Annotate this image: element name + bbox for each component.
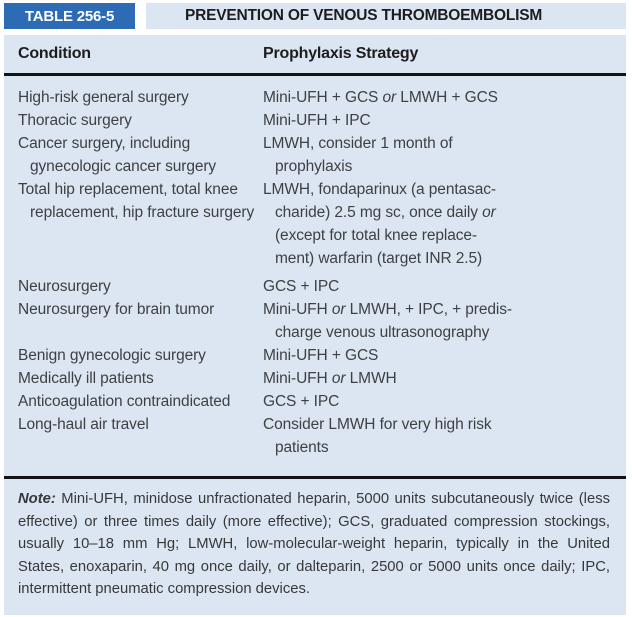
condition-cell	[4, 275, 263, 298]
text-line: Total hip replacement, total knee	[18, 181, 238, 198]
condition-cell	[4, 298, 263, 344]
condition-cell	[4, 413, 263, 459]
text-line: Benign gynecologic surgery	[18, 347, 206, 364]
text-line: Cancer surgery, including	[18, 135, 191, 152]
text-line: Anticoagulation contraindicated	[18, 393, 231, 410]
text-line: Medically ill patients	[18, 370, 154, 387]
text-line: GCS + IPC	[263, 393, 340, 410]
text-line: prophylaxis	[275, 158, 353, 175]
strategy-cell	[263, 109, 626, 132]
condition-cell	[4, 86, 263, 109]
text-line: ment) warfarin (target INR 2.5)	[275, 250, 483, 267]
strategy-cell	[263, 298, 626, 344]
text-line: Consider LMWH for very high risk	[263, 416, 492, 433]
text-line: replacement, hip fracture surgery	[30, 204, 255, 221]
strategy-cell	[263, 390, 626, 413]
column-header-strategy: Prophylaxis Strategy	[263, 45, 419, 62]
column-header-row	[4, 35, 626, 73]
text-line: charide) 2.5 mg sc, once daily or	[275, 204, 496, 221]
condition-cell	[4, 178, 263, 270]
strategy-cell	[263, 275, 626, 298]
text-line: Mini-UFH + GCS	[263, 347, 379, 364]
condition-cell	[4, 132, 263, 178]
table-row	[4, 86, 626, 109]
badge-divider	[135, 3, 146, 29]
table-row	[4, 413, 626, 459]
condition-cell	[4, 390, 263, 413]
text-line: Neurosurgery	[18, 278, 111, 295]
text-line: LMWH, fondaparinux (a pentasac-	[263, 181, 496, 198]
condition-cell	[4, 344, 263, 367]
text-line: patients	[275, 439, 329, 456]
text-line: Mini-UFH + IPC	[263, 112, 371, 129]
table-row	[4, 367, 626, 390]
strategy-cell	[263, 132, 626, 178]
table-row	[4, 132, 626, 178]
strategy-cell	[263, 178, 626, 270]
table-note	[4, 479, 626, 615]
table-row	[4, 390, 626, 413]
strategy-cell	[263, 86, 626, 109]
text-line: LMWH, consider 1 month of	[263, 135, 453, 152]
table-row	[4, 344, 626, 367]
text-line: Neurosurgery for brain tumor	[18, 301, 215, 318]
note-text: Mini-UFH, minidose unfractionated heparin, 5000 units subcutaneously twice (less effective) or three times daily (more effective); GCS, graduated compression stockings, usually 10–18 mm Hg; LMWH, low-molecular-weight heparin, typically in the United States, enoxaparin, 40 mg once daily, or dalteparin, 2500 or 5000 units once daily; IPC, intermittent pneumatic compression devices.	[18, 491, 610, 597]
table-number-badge: TABLE 256-5	[4, 3, 135, 29]
strategy-cell	[263, 367, 626, 390]
table-row	[4, 178, 626, 270]
condition-cell	[4, 367, 263, 390]
table-title-bar	[4, 3, 626, 29]
note-label: Note:	[18, 491, 56, 507]
condition-cell	[4, 109, 263, 132]
text-line: gynecologic cancer surgery	[30, 158, 217, 175]
table-256-5	[4, 3, 626, 615]
text-line: High-risk general surgery	[18, 89, 189, 106]
text-line: GCS + IPC	[263, 278, 340, 295]
text-line: Mini-UFH or LMWH	[263, 370, 397, 387]
strategy-cell	[263, 413, 626, 459]
table-row	[4, 109, 626, 132]
table-row	[4, 275, 626, 298]
table-body	[4, 76, 626, 476]
strategy-cell	[263, 344, 626, 367]
text-line: charge venous ultrasonography	[275, 324, 490, 341]
text-line: (except for total knee replace-	[275, 227, 477, 244]
table-row	[4, 298, 626, 344]
text-line: Mini-UFH + GCS or LMWH + GCS	[263, 89, 498, 106]
table-title: PREVENTION OF VENOUS THROMBOEMBOLISM	[146, 3, 626, 29]
text-line: Thoracic surgery	[18, 112, 132, 129]
text-line: Mini-UFH or LMWH, + IPC, + predis-	[263, 301, 512, 318]
column-header-condition: Condition	[18, 45, 91, 62]
text-line: Long-haul air travel	[18, 416, 149, 433]
